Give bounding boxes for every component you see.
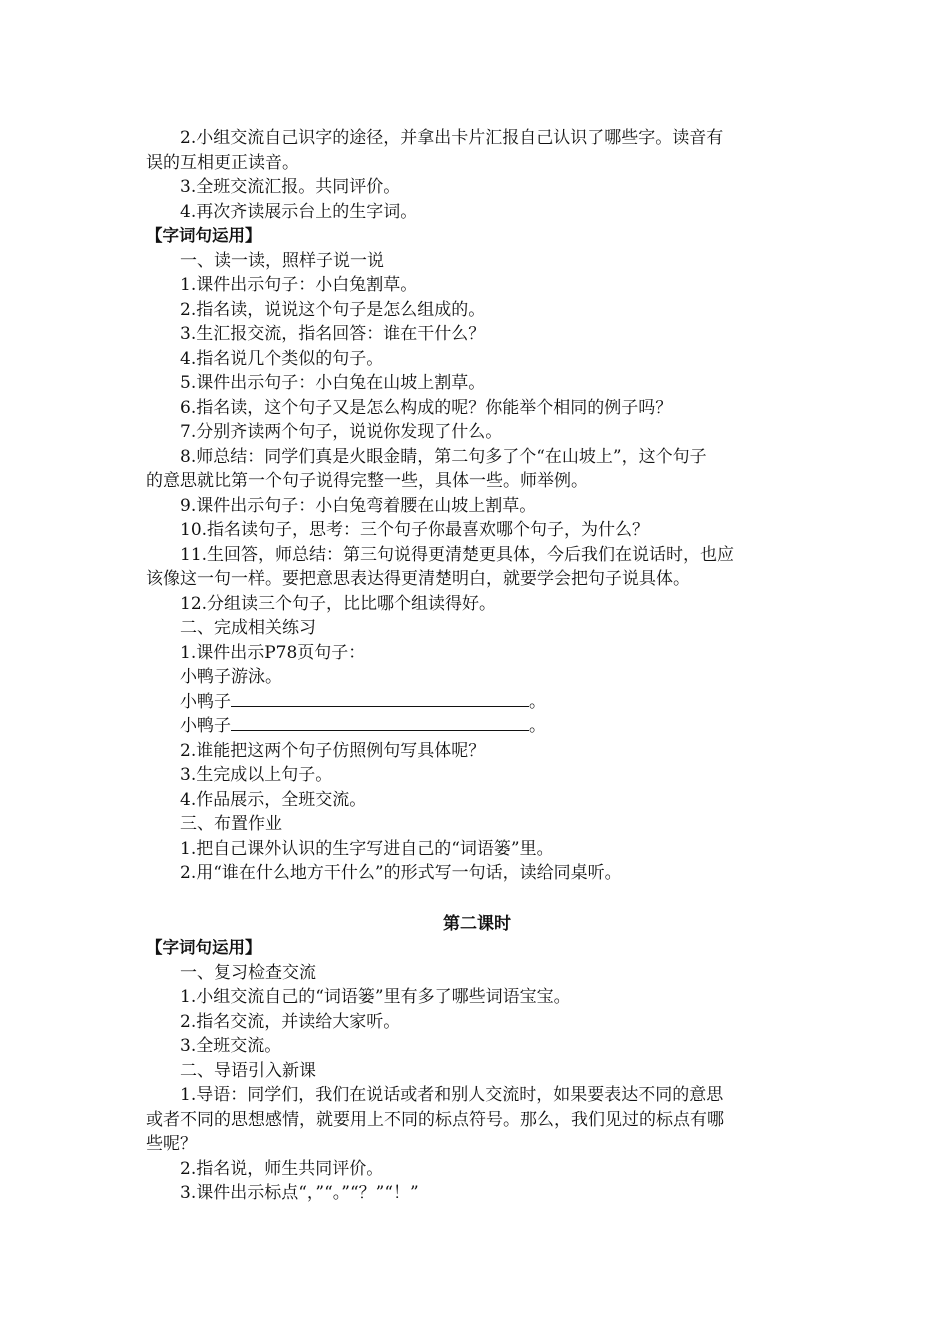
section-heading: 【字词句运用】: [146, 226, 262, 245]
subsection-heading: 二、导语引入新课: [180, 1060, 316, 1081]
lesson-title: 第二课时: [443, 913, 511, 934]
list-item: 2.用“谁在什么地方干什么”的形式写一句话，读给同桌听。: [180, 863, 622, 883]
list-item: 3.全班交流。: [180, 1036, 282, 1056]
list-item: 1.小组交流自己的“词语篓”里有多了哪些词语宝宝。: [180, 987, 571, 1007]
list-item: 4.指名说几个类似的句子。: [180, 348, 384, 369]
list-item-continuation: 些呢？: [146, 1134, 197, 1154]
answer-blank: [231, 715, 529, 731]
subsection-heading: 二、完成相关练习: [180, 618, 316, 638]
paragraph: 3.全班交流汇报。共同评价。: [180, 177, 401, 197]
list-item: 8.师总结：同学们真是火眼金睛，第二句多了个“在山坡上”，这个句子: [180, 446, 707, 467]
fill-in-blank-line: [146, 690, 808, 715]
subsection-heading: 一、读一读，照样子说一说: [180, 250, 384, 271]
answer-blank: [231, 691, 529, 707]
list-item: 11.生回答，师总结：第三句说得更清楚更具体，今后我们在说话时，也应: [180, 544, 735, 565]
list-item: 6.指名读，这个句子又是怎么构成的呢？你能举个相同的例子吗？: [180, 397, 673, 418]
list-item: 2.指名读，说说这个句子是怎么组成的。: [180, 299, 486, 320]
document-body: [146, 126, 808, 1206]
list-item: 5.课件出示句子：小白兔在山坡上割草。: [180, 373, 486, 393]
list-item-continuation: 该像这一句一样。要把意思表达得更清楚明白，就要学会把句子说具体。: [146, 569, 690, 589]
list-item: 7.分别齐读两个句子，说说你发现了什么。: [180, 422, 503, 442]
paragraph: 2.小组交流自己识字的途径，并拿出卡片汇报自己认识了哪些字。读音有: [180, 128, 724, 148]
list-item: 2.指名说，师生共同评价。: [180, 1158, 384, 1179]
list-item: 2.指名交流，并读给大家听。: [180, 1011, 401, 1032]
list-item: 2.谁能把这两个句子仿照例句写具体呢？: [180, 740, 486, 761]
section-heading: 【字词句运用】: [146, 938, 262, 957]
subsection-heading: 一、复习检查交流: [180, 962, 316, 983]
paragraph: 4.再次齐读展示台上的生字词。: [180, 201, 418, 222]
list-item: 3.课件出示标点“，”“。”“？”“！”: [180, 1183, 419, 1203]
subsection-heading: 三、布置作业: [180, 814, 282, 834]
list-item-continuation: 的意思就比第一个句子说得完整一些，具体一些。师举例。: [146, 471, 588, 491]
blank-suffix: 。: [529, 716, 546, 736]
list-item: 1.课件出示P78页句子：: [180, 642, 366, 663]
list-item: 3.生完成以上句子。: [180, 765, 333, 785]
list-item: 1.把自己课外认识的生字写进自己的“词语篓”里。: [180, 838, 554, 859]
list-item: 9.课件出示句子：小白兔弯着腰在山坡上割草。: [180, 495, 537, 516]
list-item: 4.作品展示，全班交流。: [180, 789, 367, 810]
list-item: 1.导语：同学们，我们在说话或者和别人交流时，如果要表达不同的意思: [180, 1085, 724, 1105]
blank-suffix: 。: [529, 691, 546, 712]
paragraph-continuation: 误的互相更正读音。: [146, 152, 299, 173]
list-item: 10.指名读句子，思考：三个句子你最喜欢哪个句子，为什么？: [180, 520, 650, 540]
list-item-continuation: 或者不同的思想感情，就要用上不同的标点符号。那么，我们见过的标点有哪: [146, 1109, 724, 1130]
example-sentence: 小鸭子游泳。: [180, 667, 282, 687]
list-item: 12.分组读三个句子，比比哪个组读得好。: [180, 593, 497, 614]
blank-prefix: 小鸭子: [180, 716, 231, 736]
list-item: 3.生汇报交流，指名回答：谁在干什么？: [180, 324, 486, 344]
blank-prefix: 小鸭子: [180, 691, 231, 712]
fill-in-blank-line: [146, 714, 808, 739]
list-item: 1.课件出示句子：小白兔割草。: [180, 275, 418, 295]
